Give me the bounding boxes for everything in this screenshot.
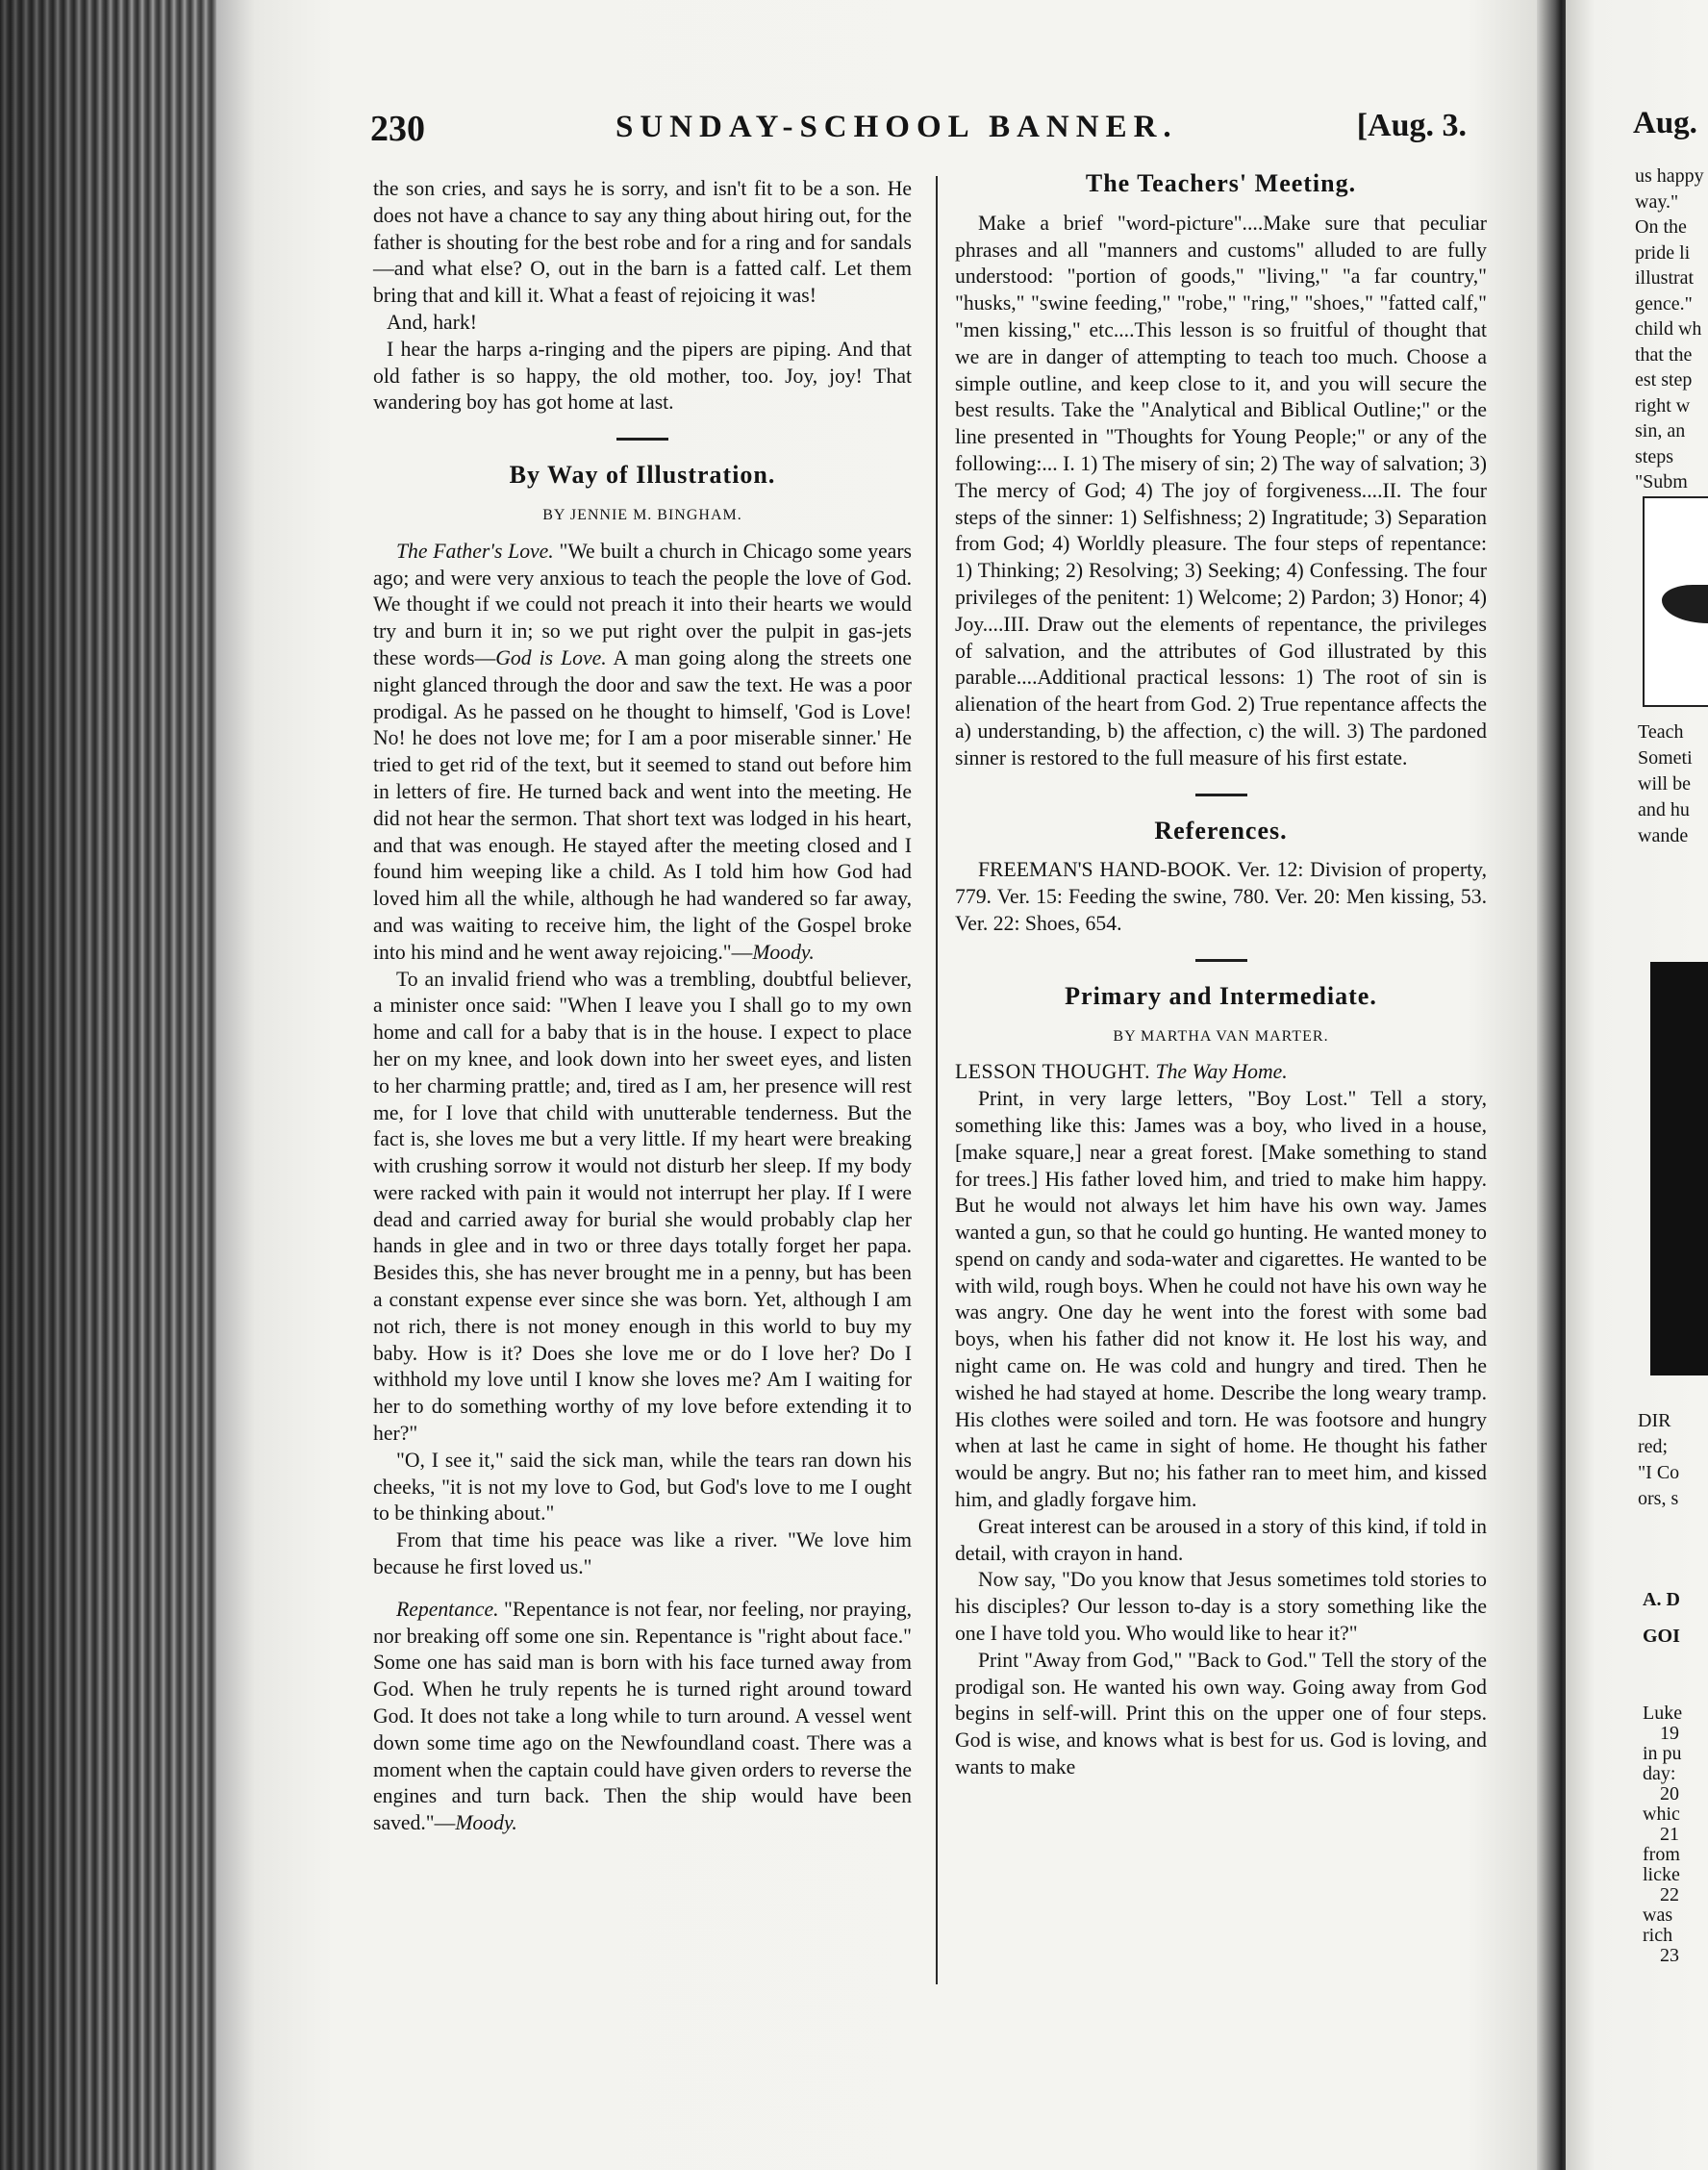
facing-page-text-fragment: wande [1638,825,1689,846]
facing-page-text-fragment: sin, an [1635,420,1686,442]
facing-page-text-fragment: "I Co [1638,1462,1680,1483]
section-title-primary: Primary and Intermediate. [1065,981,1377,1010]
facing-page-text-fragment: pride li [1635,241,1691,264]
facing-page-text-fragment: 19 [1660,1723,1679,1744]
intro-paragraph: the son cries, and says he is sorry, and isn't fit to be a son. He does not have a chance to say any thing about hiring out, for the father is shouting for the best robe and for a ring and for sandals—and what else? O, out in the barn is a fatted calf. Let them bring that and kill it. What a feast of rejoicing it was! [373,177,912,308]
facing-page-text-fragment: will be [1638,773,1691,795]
facing-page-text-fragment: gence." [1635,292,1693,315]
great-interest-paragraph: Great interest can be aroused in a story of this kind, if told in detail, with crayon in hand. [955,1514,1487,1565]
now-say-paragraph: Now say, "Do you know that Jesus sometimes told stories to his disciples? Our lesson to-day is a story something like the one I have told you. Who would like to hear it?" [955,1568,1487,1646]
book-edge [0,0,226,2170]
god-is-love-text: God is Love. [495,645,607,669]
facing-page-text-fragment: way." [1635,190,1679,213]
facing-page-text-fragment: est step [1635,369,1693,391]
references-text: FREEMAN'S HAND-BOOK. Ver. 12: Division of property, 779. Ver. 15: Feeding the swine, 780. Ver. 20: Men kissing, 53. Ver. 22: Shoes, 654. [955,858,1487,935]
facing-page-text-fragment: illustrat [1635,267,1695,289]
column-rule [936,176,938,1984]
page-number: 230 [370,109,425,149]
facing-page-text-fragment: On the [1635,216,1687,238]
left-column [373,176,912,1837]
facing-page-illustration [1643,496,1708,707]
invalid-friend-paragraph: To an invalid friend who was a trembling, doubtful believer, a minister once said: "When I leave you I shall go to my own home and call for a baby that is in the house. I expect to place her on my knee, and look down into her sweet eyes, and listen to her charming prattle; and, tired as I am, her presence will rest me, for I love that child with unutterable tenderness. But the fact is, she loves me but a very little. If my heart were breaking with crushing sorrow it would not disturb her sleep. If my body were racked with pain it would not interrupt her play. If I were dead and carried away for burial she would probably clap her hands in glee and in two or three days totally forget her papa. Besides this, she has never brought me in a penny, but has been a constant expense ever since she was born. Yet, although I am not rich, there is not money enough in this world to buy my baby. How is it? Does she love me or do I love her? Do I withhold my love until I know she loves me? Am I waiting for her to do something worthy of my love before extending it to her?" [373,967,912,1446]
lesson-thought-label: LESSON THOUGHT. [955,1060,1151,1084]
paragraph-text: A man going along the streets one night glanced through the door and saw the text. He was a poor prodigal. As he passed on he thought to himself, 'God is Love! No! he does not love me; for I am a poor miserable sinner.' He tried to get rid of the text, but it seemed to stand out before him in letters of fire. He turned back and went into the meeting. He did not hear the sermon. That short text was lodged in his heart, and that was enough. He stayed after the meeting closed and I found him weeping like a child. As I told him how God had loved him all the while, although he had wandered so far away, and was waiting to receive him, the light of the Gospel broke into his mind and he went away rejoicing."— [373,645,913,964]
away-from-god-paragraph: Print "Away from God," "Back to God." Tell the story of the prodigal son. He wanted his own way. Going away from God begins in self-will. Print this on the upper one of four steps. God is wise, and knows what is best for us. God is loving, and wants to make [955,1648,1487,1779]
facing-page-text-fragment: us happy [1635,165,1704,187]
facing-page-text-fragment: whic [1643,1804,1680,1825]
section-divider [1195,794,1247,796]
facing-page-text-fragment: that the [1635,343,1693,366]
verse-line: And, hark! [387,310,477,334]
fathers-love-paragraph [373,539,912,967]
facing-page-text-fragment: 23 [1660,1945,1679,1966]
facing-page-text-fragment: and hu [1638,799,1690,820]
facing-page-text-fragment: A. D [1643,1589,1680,1610]
facing-page-text-fragment: 21 [1660,1824,1679,1845]
section-title-teachers-meeting: The Teachers' Meeting. [1085,169,1357,197]
section-divider [616,438,668,441]
section-title-references: References. [1154,816,1288,845]
subhead-repentance: Repentance. [396,1597,499,1621]
byline: BY MARTHA VAN MARTER. [1113,1027,1329,1045]
facing-page-text-fragment: was [1643,1905,1673,1926]
facing-page-text-fragment: 20 [1660,1783,1679,1804]
facing-page-header: Aug. [1633,106,1697,140]
repentance-paragraph [373,1597,912,1837]
facing-page [1566,0,1708,2170]
facing-page-text-fragment: ors, s [1638,1488,1679,1509]
page-header [370,108,1467,165]
facing-page-text-fragment: "Subm [1635,471,1688,492]
facing-page-text-fragment: in pu [1643,1743,1682,1764]
section-divider [1195,959,1247,962]
facing-page-text-fragment: day: [1643,1763,1676,1784]
facing-page-text-fragment: Teach [1638,721,1684,743]
facing-page-text-fragment: licke [1643,1864,1680,1885]
issue-date: [Aug. 3. [1356,108,1467,143]
lesson-thought-title: The Way Home. [1155,1060,1288,1084]
facing-page-dark-illustration [1650,962,1708,1375]
facing-page-text-fragment: from [1643,1844,1680,1865]
facing-page-text-fragment: 22 [1660,1884,1679,1905]
sick-man-paragraph: "O, I see it," said the sick man, while the tears ran down his cheeks, "it is not my love to God, but God's love to me I ought to be thinking about." [373,1448,912,1526]
facing-page-text-fragment: right w [1635,394,1691,416]
attribution: Moody. [455,1811,517,1835]
facing-page-text-fragment: child wh [1635,318,1702,340]
teachers-meeting-text: Make a brief "word-picture"....Make sure that peculiar phrases and all "manners and customs" alluded to are fully understood: "portion of goods," "living," "a far country," "husks," "swine feeding," "robe," "ring," "shoes," "fatted calf," "men kissing," etc....This lesson is so fruitful of thought that we are in danger of attempting to teach too much. Choose a simple outline, and keep close to it, and you will secure the best results. Take the "Analytical and Biblical Outline;" or the line presented in "Thoughts for Young People;" or any of the following:... I. 1) The misery of sin; 2) The way of salvation; 3) The mercy of God; 4) The joy of forgiveness....II. The four steps of the sinner: 1) Selfishness; 2) Ingratitude; 3) Separation from God; 4) Worldly pleasure. The four steps of repentance: 1) Thinking; 2) Resolving; 3) Seeking; 4) Confessing. The four privileges of the penitent: 1) Welcome; 2) Pardon; 3) Honor; 4) Joy....III. Draw out the elements of repentance, the privileges of salvation, and the attributes of God illustrated by this parable....Additional practical lessons: 1) The root of sin is alienation of the heart from God. 2) True repentance affects the a) understanding, b) the affection, c) the will. 3) The pardoned sinner is restored to the full measure of his first estate. [955,211,1487,770]
facing-page-text-fragment: red; [1638,1436,1669,1457]
running-title: SUNDAY-SCHOOL BANNER. [615,110,1178,144]
paragraph-text: "We built a church in Chicago some years ago; and were very anxious to teach the people the love of God. We thought if we could not preach it into their hearts we would try and burn it in; so we put right over the pulpit in gas-jets these words— [373,539,912,669]
byline: BY JENNIE M. BINGHAM. [542,506,742,523]
facing-page-text-fragment: Luke [1643,1703,1683,1724]
facing-page-text-fragment: DIR [1638,1410,1671,1431]
peace-paragraph: From that time his peace was like a river. "We love him because he first loved us." [373,1528,912,1579]
facing-page-text-fragment: Someti [1638,747,1693,769]
facing-page-text-fragment: steps [1635,445,1673,467]
boy-lost-paragraph: Print, in very large letters, "Boy Lost." Tell a story, something like this: James was a boy, who lived in a house, [make square,] near a great forest. [Make something to stand for trees.] His father loved him, and tried to make him happy. But he would not always let him have his own way. James wanted a gun, so that he could go hunting. He wanted money to spend on candy and soda-water and cigarettes. He wanted to be with wild, rough boys. When he could not have his own way he was angry. One day he went into the forest with some bad boys, when his father did not know it. He lost his way, and night came on. He was cold and hungry and tired. Then he wished he had stayed at home. Describe the long weary tramp. His clothes were soiled and torn. He was footsore and hungry when at last he came in sight of home. He thought his father would be angry. But no; his father ran to meet him, and kissed him, and gladly forgave him. [955,1087,1487,1512]
lesson-thought [955,1059,1487,1086]
right-column [955,169,1487,1781]
paragraph-text: "Repentance is not fear, nor feeling, nor praying, nor breaking off some one sin. Repentance is "right about face." Some one has said man is born with his face turned away from God. When he truly repents he is turned right around toward God. It does not take a long while to turn around. A vessel went down some time ago on the Newfoundland coast. There was a moment when the captain could have given orders to reverse the engines and turn back. Then the ship would have been saved."— [373,1597,912,1835]
attribution: Moody. [752,940,815,964]
subhead-fathers-love: The Father's Love. [396,539,554,563]
facing-page-text-fragment: GOI [1643,1626,1680,1647]
verse-line: I hear the harps a-ringing and the pipers are piping. And that old father is so happy, the old mother, too. Joy, joy! That wandering boy has got home at last. [373,337,912,415]
section-title-illustration: By Way of Illustration. [509,461,776,490]
facing-page-text-fragment: rich [1643,1925,1673,1946]
